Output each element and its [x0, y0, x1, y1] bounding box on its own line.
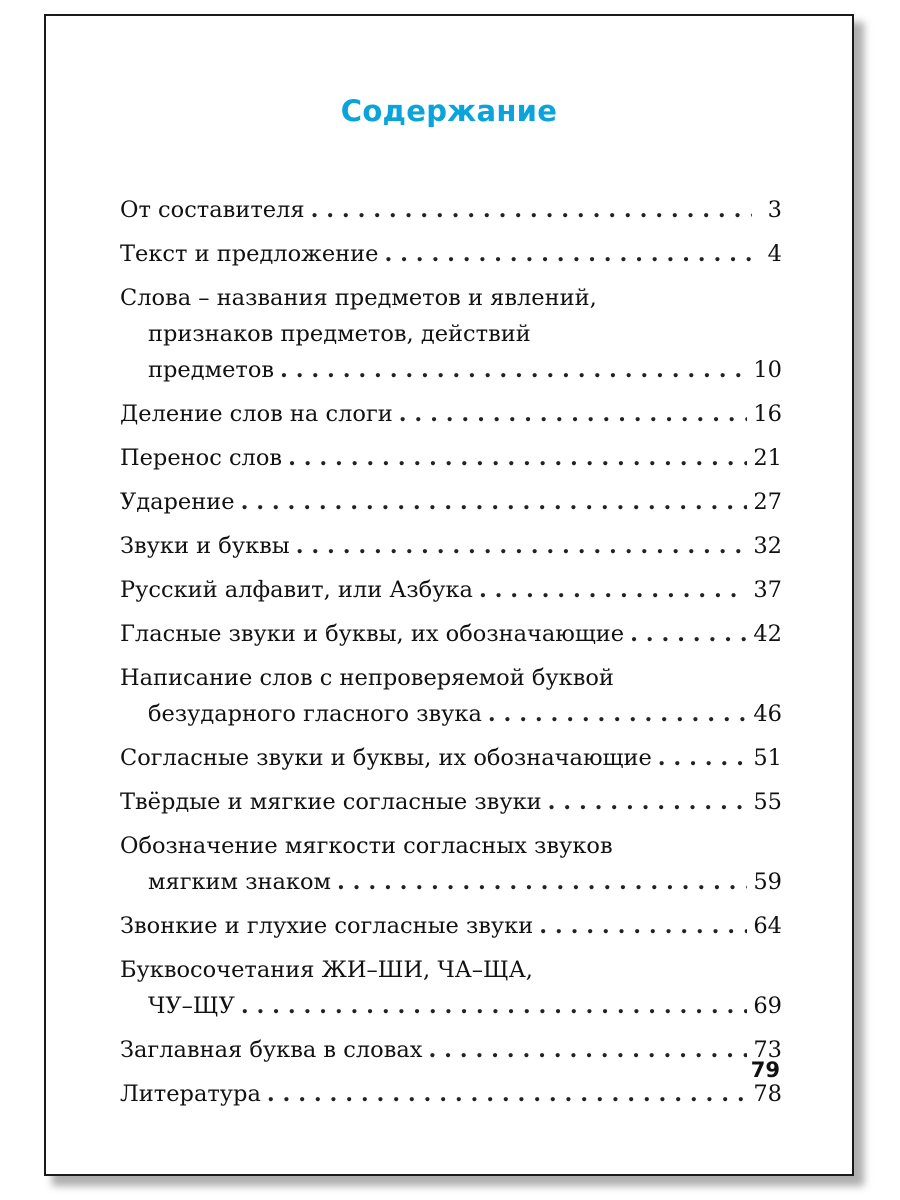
- toc-entry-page: 69: [753, 993, 782, 1019]
- dot-leader: [488, 696, 748, 732]
- toc-entry-text-line: предметов: [148, 357, 275, 383]
- toc-entry-text-line: Звонкие и глухие согласные звуки: [120, 913, 534, 939]
- toc-entry-text-line: Перенос слов: [120, 445, 283, 471]
- toc-entry-row: [120, 616, 782, 652]
- toc-entry: [120, 484, 782, 520]
- entry-spacer: [120, 476, 782, 484]
- entry-spacer: [120, 944, 782, 952]
- entry-spacer: [120, 564, 782, 572]
- toc-entry-page: 51: [753, 745, 782, 771]
- book-page: [44, 14, 854, 1176]
- toc-entry: [120, 660, 782, 732]
- dot-leader: [630, 616, 747, 652]
- toc-entry-page: 21: [753, 445, 782, 471]
- toc-entry: [120, 952, 782, 1024]
- toc-entry-page: 16: [753, 401, 782, 427]
- dot-leader: [658, 740, 748, 776]
- toc-entry: [120, 396, 782, 432]
- dot-leader: [267, 1076, 748, 1112]
- toc-entry: [120, 828, 782, 900]
- toc-entry-page: 10: [753, 357, 782, 383]
- table-of-contents: [120, 192, 782, 1112]
- dot-leader: [548, 784, 748, 820]
- toc-entry-text-line: ЧУ–ЩУ: [148, 993, 235, 1019]
- dot-leader: [337, 864, 747, 900]
- toc-entry: [120, 572, 782, 608]
- toc-entry-text-line: Заглавная буква в словах: [120, 1037, 423, 1063]
- toc-entry-text-line: Русский алфавит, или Азбука: [120, 577, 473, 603]
- toc-entry-text-line: Буквосочетания ЖИ–ШИ, ЧА–ЩА,: [120, 957, 533, 983]
- toc-entry: [120, 1032, 782, 1068]
- toc-entry-page: 46: [753, 701, 782, 727]
- entry-spacer: [120, 432, 782, 440]
- toc-entry-row: [120, 528, 782, 564]
- toc-entry-page: 4: [767, 241, 782, 267]
- toc-entry-text-line: Текст и предложение: [120, 241, 379, 267]
- entry-spacer: [120, 272, 782, 280]
- entry-spacer: [120, 1024, 782, 1032]
- toc-entry-text-line: Слова – названия предметов и явлений,: [120, 285, 597, 311]
- toc-entry-text-line: Гласные звуки и буквы, их обозначающие: [120, 621, 625, 647]
- toc-entry-text-line: Твёрдые и мягкие согласные звуки: [120, 789, 542, 815]
- toc-entry: [120, 192, 782, 228]
- toc-entry-row: [120, 1076, 782, 1112]
- toc-entry-row: [120, 352, 782, 388]
- toc-entry: [120, 440, 782, 476]
- dot-leader: [280, 352, 747, 388]
- toc-entry: [120, 908, 782, 944]
- toc-entry: [120, 616, 782, 652]
- dot-leader: [311, 192, 752, 228]
- dot-leader: [296, 528, 748, 564]
- dot-leader: [384, 236, 752, 272]
- entry-spacer: [120, 608, 782, 616]
- toc-entry-page: 37: [753, 577, 782, 603]
- toc-entry-text-line: Деление слов на слоги: [120, 401, 393, 427]
- toc-entry-row: [120, 988, 782, 1024]
- toc-entry-row: [120, 908, 782, 944]
- toc-entry-row: [120, 864, 782, 900]
- toc-entry: [120, 280, 782, 388]
- entry-spacer: [120, 1068, 782, 1076]
- toc-entry-text-line: Литература: [120, 1081, 261, 1107]
- toc-entry-text-line: безударного гласного звука: [148, 701, 482, 727]
- page-number: 79: [750, 1058, 780, 1082]
- entry-spacer: [120, 900, 782, 908]
- toc-entry-row: [120, 784, 782, 820]
- dot-leader: [428, 1032, 747, 1068]
- entry-spacer: [120, 228, 782, 236]
- toc-entry-row: [120, 572, 782, 608]
- toc-entry-page: 3: [767, 197, 782, 223]
- toc-entry-row: [120, 696, 782, 732]
- dot-leader: [479, 572, 747, 608]
- toc-entry-row: [120, 440, 782, 476]
- dot-leader: [288, 440, 747, 476]
- toc-entry-page: 78: [753, 1081, 782, 1107]
- toc-entry: [120, 740, 782, 776]
- toc-entry-row: [120, 1032, 782, 1068]
- toc-entry-text-line: От составителя: [120, 197, 305, 223]
- dot-leader: [539, 908, 747, 944]
- entry-spacer: [120, 520, 782, 528]
- dot-leader: [241, 484, 748, 520]
- toc-entry: [120, 236, 782, 272]
- toc-entry-text-line: мягким знаком: [148, 869, 331, 895]
- toc-entry-page: 55: [753, 789, 782, 815]
- toc-entry-text-line: Написание слов с непроверяемой буквой: [120, 665, 614, 691]
- entry-spacer: [120, 652, 782, 660]
- toc-entry: [120, 528, 782, 564]
- toc-entry-text-line: Согласные звуки и буквы, их обозначающие: [120, 745, 652, 771]
- toc-entry-row: [120, 192, 782, 228]
- toc-entry-text-line: Обозначение мягкости согласных звуков: [120, 833, 613, 859]
- toc-entry-page: 64: [753, 913, 782, 939]
- toc-entry-page: 59: [753, 869, 782, 895]
- toc-entry: [120, 784, 782, 820]
- toc-entry-row: [120, 484, 782, 520]
- dot-leader: [399, 396, 748, 432]
- toc-entry-page: 27: [753, 489, 782, 515]
- toc-entry-text-line: Ударение: [120, 489, 235, 515]
- toc-entry: [120, 1076, 782, 1112]
- dot-leader: [241, 988, 748, 1024]
- entry-spacer: [120, 820, 782, 828]
- toc-entry-row: [120, 236, 782, 272]
- entry-spacer: [120, 732, 782, 740]
- toc-entry-row: [120, 740, 782, 776]
- toc-entry-page: 32: [753, 533, 782, 559]
- toc-entry-text-line: Звуки и буквы: [120, 533, 290, 559]
- toc-entry-page: 73: [753, 1037, 782, 1063]
- toc-entry-text-line: признаков предметов, действий: [148, 321, 531, 347]
- toc-entry-row: [120, 396, 782, 432]
- entry-spacer: [120, 776, 782, 784]
- page-title: Содержание: [340, 94, 558, 128]
- toc-entry-page: 42: [753, 621, 782, 647]
- entry-spacer: [120, 388, 782, 396]
